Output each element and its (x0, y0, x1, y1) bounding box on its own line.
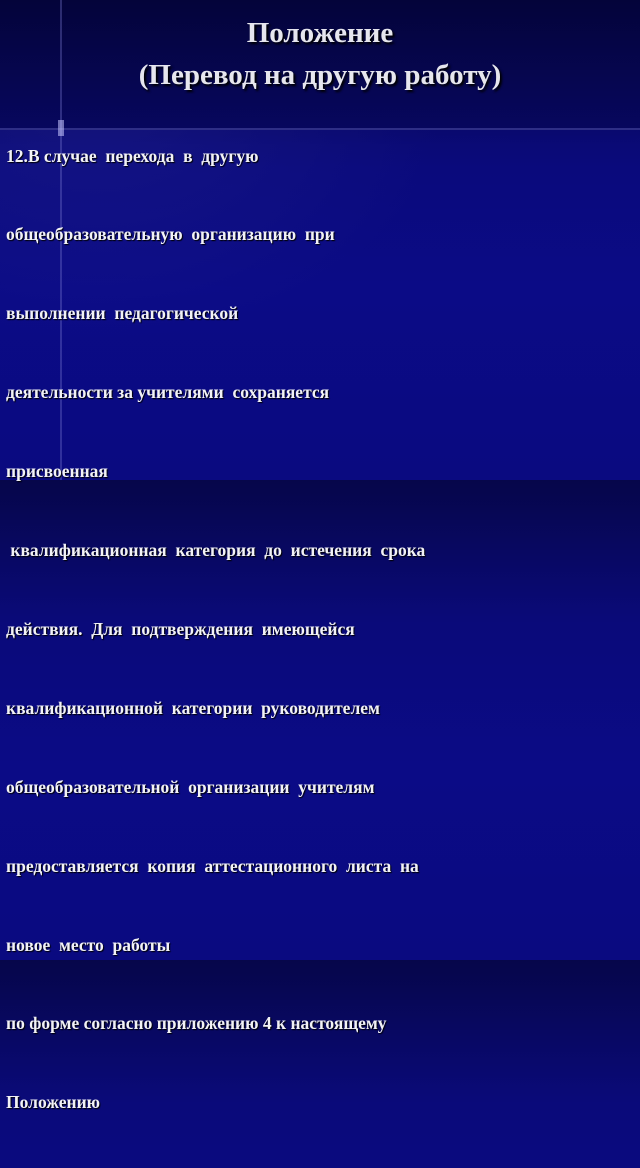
title-line-1: Положение (246, 17, 394, 49)
paragraph-line: по форме согласно приложению 4 к настоящему (6, 1013, 387, 1034)
paragraph-line: действия. Для подтверждения имеющейся (6, 618, 355, 639)
title-line-2: (Перевод на другую работу) (138, 59, 502, 91)
paragraph-line: присвоенная (6, 461, 108, 482)
body-paragraph (6, 90, 634, 1168)
paragraph-line: Положению (6, 1092, 101, 1113)
paragraph-line: деятельности за учителями сохраняется (6, 382, 330, 403)
paragraph-line: выполнении педагогической (6, 303, 239, 324)
paragraph-line: предоставляется копия аттестационного листа на (6, 855, 419, 876)
slide-title (0, 12, 640, 96)
paragraph-line: общеобразовательной организации учителям (6, 776, 375, 797)
paragraph-line: общеобразовательную организацию при (6, 224, 335, 245)
paragraph-line: квалификационная категория до истечения срока (6, 540, 426, 561)
paragraph-line: новое место работы (6, 934, 171, 955)
paragraph-line: 12.В случае перехода в другую (6, 145, 259, 166)
paragraph-line: квалификационной категории руководителем (6, 697, 380, 718)
